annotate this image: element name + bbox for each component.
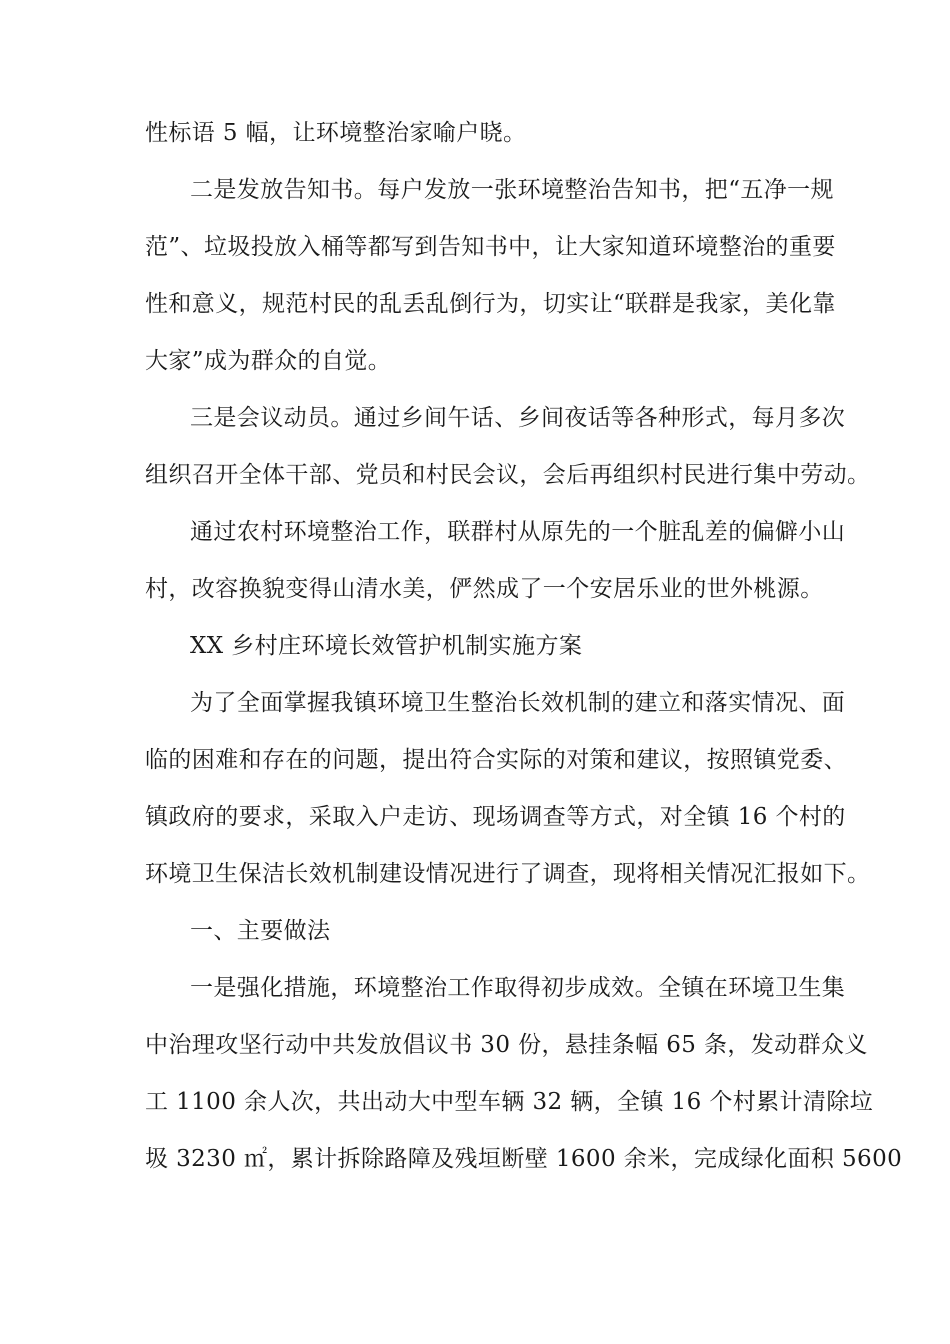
text-line: 环境卫生保洁长效机制建设情况进行了调查，现将相关情况汇报如下。 [145,861,871,887]
text-line: 为了全面掌握我镇环境卫生整治长效机制的建立和落实情况、面 [190,690,846,716]
text-line: 通过农村环境整治工作，联群村从原先的一个脏乱差的偏僻小山 [190,519,846,545]
section-title: XX 乡村庄环境长效管护机制实施方案 [190,633,583,659]
text-line: 性标语 5 幅，让环境整治家喻户晓。 [145,120,527,146]
text-line: 镇政府的要求，采取入户走访、现场调查等方式，对全镇 16 个村的 [145,804,846,830]
heading: 一、主要做法 [190,918,331,944]
text-line: 圾 3230 ㎡，累计拆除路障及残垣断壁 1600 余米，完成绿化面积 5600 [145,1146,903,1172]
text-line: 性和意义，规范村民的乱丢乱倒行为，切实让“联群是我家，美化靠 [145,291,836,317]
text-line: 临的困难和存在的问题，提出符合实际的对策和建议，按照镇党委、 [145,747,847,773]
text-line: 大家”成为群众的自觉。 [145,348,392,374]
text-line: 村，改容换貌变得山清水美，俨然成了一个安居乐业的世外桃源。 [145,576,824,602]
text-line: 三是会议动员。通过乡间午话、乡间夜话等各种形式，每月多次 [190,405,846,431]
text-line: 工 1100 余人次，共出动大中型车辆 32 辆，全镇 16 个村累计清除垃 [145,1089,874,1115]
text-line: 一是强化措施，环境整治工作取得初步成效。全镇在环境卫生集 [190,975,846,1001]
text-line: 范”、垃圾投放入桶等都写到告知书中，让大家知道环境整治的重要 [145,234,836,260]
text-line: 中治理攻坚行动中共发放倡议书 30 份，悬挂条幅 65 条，发动群众义 [145,1032,868,1058]
text-line: 组织召开全体干部、党员和村民会议，会后再组织村民进行集中劳动。 [145,462,871,488]
text-line: 二是发放告知书。每户发放一张环境整治告知书，把“五净一规 [190,177,834,203]
